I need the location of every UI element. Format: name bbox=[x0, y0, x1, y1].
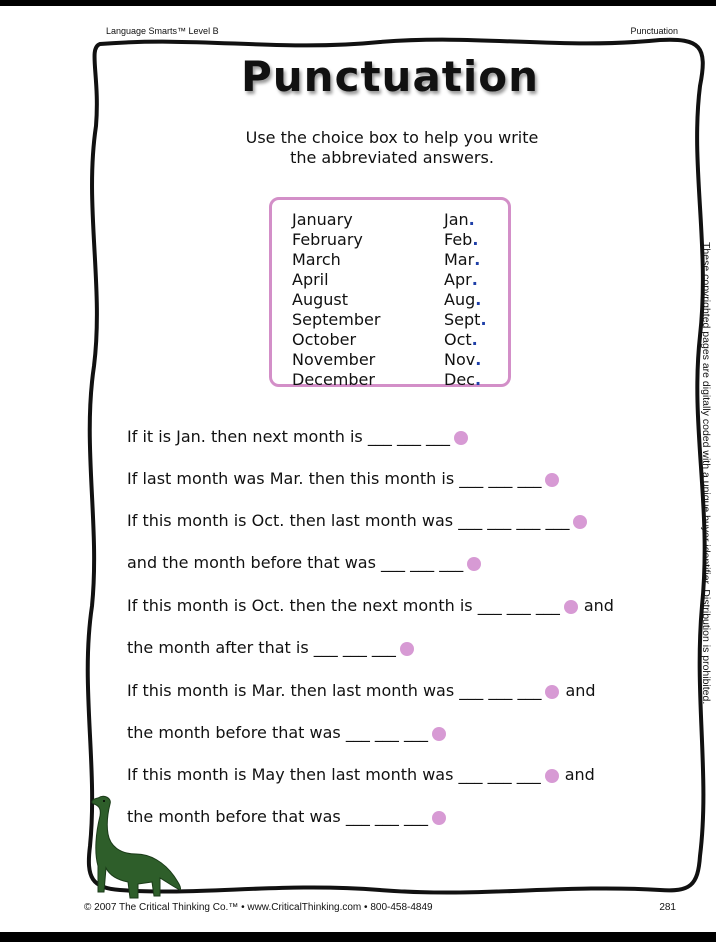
copyright-notice bbox=[700, 242, 712, 705]
period-mark: . bbox=[475, 350, 482, 369]
instruction-line-2: the abbreviated answers. bbox=[290, 148, 494, 167]
question-text: the month after that is bbox=[127, 638, 309, 657]
dinosaur-illustration bbox=[84, 792, 184, 902]
month-abbr: Sept. bbox=[444, 310, 487, 329]
month-abbr: Jan. bbox=[444, 210, 475, 229]
footer-credit: © 2007 The Critical Thinking Co.™ • www.CriticalThinking.com • 800-458-4849 bbox=[84, 902, 433, 913]
answer-blanks[interactable]: ___ ___ ___ ___ bbox=[458, 511, 570, 530]
month-abbr: Dec. bbox=[444, 370, 482, 389]
month-full: October bbox=[292, 330, 357, 349]
choice-row bbox=[292, 310, 492, 330]
choice-row bbox=[292, 270, 492, 290]
month-full: January bbox=[292, 210, 353, 229]
question-line bbox=[127, 469, 559, 489]
period-circle bbox=[573, 515, 587, 529]
answer-blanks[interactable]: ___ ___ ___ bbox=[458, 765, 541, 784]
answer-blanks[interactable]: ___ ___ ___ bbox=[477, 596, 560, 615]
period-mark: . bbox=[471, 330, 478, 349]
worksheet-page bbox=[0, 6, 716, 932]
question-line bbox=[127, 723, 446, 743]
period-mark: . bbox=[474, 250, 481, 269]
question-line bbox=[127, 511, 587, 531]
period-circle bbox=[564, 600, 578, 614]
period-circle bbox=[545, 769, 559, 783]
question-text: the month before that was bbox=[127, 723, 341, 742]
period-circle bbox=[454, 431, 468, 445]
month-full: April bbox=[292, 270, 329, 289]
question-line bbox=[127, 638, 414, 658]
question-text: If this month is Oct. then last month was bbox=[127, 511, 454, 530]
month-full: August bbox=[292, 290, 348, 309]
page-number: 281 bbox=[659, 902, 676, 913]
answer-blanks[interactable]: ___ ___ ___ bbox=[367, 427, 451, 446]
period-circle bbox=[545, 685, 559, 699]
question-text: If last month was Mar. then this month is bbox=[127, 469, 455, 488]
period-mark: . bbox=[468, 210, 475, 229]
month-full: March bbox=[292, 250, 341, 269]
month-abbr: Nov. bbox=[444, 350, 482, 369]
period-circle bbox=[400, 642, 414, 656]
month-abbr: Apr. bbox=[444, 270, 478, 289]
question-text: If it is Jan. then next month is bbox=[127, 427, 363, 446]
month-abbr: Aug. bbox=[444, 290, 482, 309]
period-mark: . bbox=[480, 310, 487, 329]
choice-row bbox=[292, 210, 492, 230]
choice-box bbox=[269, 197, 511, 387]
continuation-word: and bbox=[565, 681, 596, 700]
choice-row bbox=[292, 330, 492, 350]
choice-row bbox=[292, 250, 492, 270]
month-abbr: Mar. bbox=[444, 250, 481, 269]
period-circle bbox=[467, 557, 481, 571]
page-title: Punctuation bbox=[240, 52, 540, 101]
question-line bbox=[127, 765, 595, 785]
page-title-wrap bbox=[0, 52, 716, 101]
question-line bbox=[127, 681, 596, 701]
period-circle bbox=[545, 473, 559, 487]
period-circle bbox=[432, 811, 446, 825]
choice-row bbox=[292, 350, 492, 370]
question-text: the month before that was bbox=[127, 807, 341, 826]
choice-row bbox=[292, 370, 492, 390]
continuation-word: and bbox=[583, 596, 614, 615]
answer-blanks[interactable]: ___ ___ ___ bbox=[381, 553, 464, 572]
month-full: December bbox=[292, 370, 375, 389]
period-mark: . bbox=[475, 290, 482, 309]
month-full: February bbox=[292, 230, 363, 249]
answer-blanks[interactable]: ___ ___ ___ bbox=[313, 638, 396, 657]
period-mark: . bbox=[471, 270, 478, 289]
period-mark: . bbox=[474, 370, 482, 389]
month-full: November bbox=[292, 350, 376, 369]
period-mark: . bbox=[472, 230, 479, 249]
header-section: Punctuation bbox=[630, 26, 678, 36]
month-abbr: Feb. bbox=[444, 230, 479, 249]
question-text: If this month is May then last month was bbox=[127, 765, 454, 784]
question-text: If this month is Oct. then the next month is bbox=[127, 596, 473, 615]
question-text: and the month before that was bbox=[127, 553, 376, 572]
month-full: September bbox=[292, 310, 381, 329]
header-book-title: Language Smarts™ Level B bbox=[106, 26, 219, 36]
copyright-notice-text: These copyrighted pages are digitally coded with a unique buyer identifier. Distribution is prohibited. bbox=[700, 242, 712, 705]
question-line bbox=[127, 596, 614, 616]
instruction-line-1: Use the choice box to help you write bbox=[245, 128, 539, 147]
instructions bbox=[0, 128, 716, 168]
answer-blanks[interactable]: ___ ___ ___ bbox=[459, 469, 542, 488]
answer-blanks[interactable]: ___ ___ ___ bbox=[345, 723, 429, 742]
answer-blanks[interactable]: ___ ___ ___ bbox=[459, 681, 542, 700]
question-text: If this month is Mar. then last month was bbox=[127, 681, 455, 700]
month-abbr: Oct. bbox=[444, 330, 478, 349]
period-circle bbox=[432, 727, 446, 741]
choice-row bbox=[292, 230, 492, 250]
continuation-word: and bbox=[564, 765, 595, 784]
choice-row bbox=[292, 290, 492, 310]
answer-blanks[interactable]: ___ ___ ___ bbox=[345, 807, 429, 826]
question-line bbox=[127, 553, 481, 573]
question-line bbox=[127, 427, 468, 447]
